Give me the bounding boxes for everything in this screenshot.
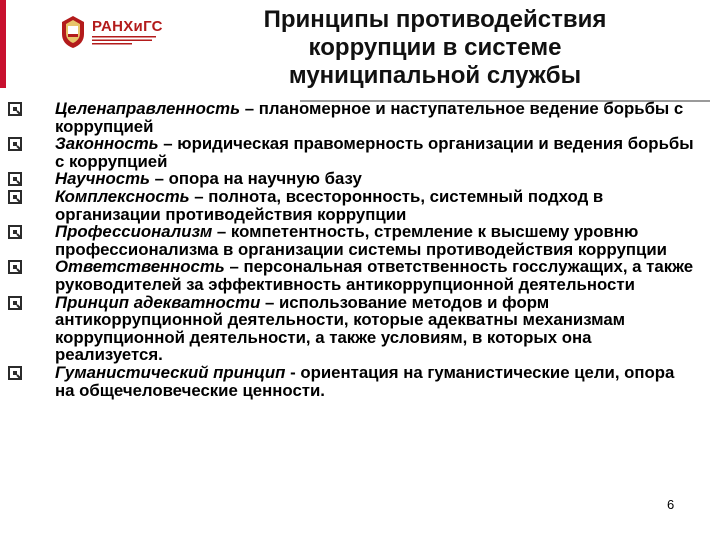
logo-subtitle-lines: [92, 35, 156, 45]
checkbox-bullet-icon: [8, 172, 22, 186]
principle-term: Законность: [55, 134, 159, 154]
checkbox-bullet-icon: [8, 296, 22, 310]
emblem-icon: [60, 14, 86, 50]
principle-text: – персональная ответственность госслужащих, а также руководителей за эффективность антикоррупционной деятельности: [55, 257, 694, 294]
left-accent-stripe: [0, 0, 6, 88]
principle-term: Гуманистический принцип: [55, 362, 286, 382]
list-item: [8, 223, 698, 258]
page-title: [215, 6, 655, 90]
page-number: 6: [667, 497, 675, 512]
list-item: [8, 135, 698, 170]
list-item: [8, 170, 698, 188]
list-item: [8, 100, 698, 135]
principles-list: [8, 100, 698, 399]
principle-term: Комплексность: [55, 186, 190, 206]
page-title-line: коррупции в системе: [308, 34, 562, 61]
principle-term: Принцип адекватности: [55, 292, 261, 312]
checkbox-bullet-icon: [8, 260, 22, 274]
principle-text: – планомерное и наступательное ведение борьбы с коррупцией: [55, 99, 684, 136]
principle-text: – опора на научную базу: [149, 169, 362, 189]
principle-term: Профессионализм: [55, 222, 213, 242]
list-item: [8, 364, 698, 399]
ranepa-logo: [60, 12, 163, 52]
logo-name: РАНХиГС: [92, 18, 163, 35]
list-item: [8, 294, 698, 364]
principle-term: Ответственность: [55, 257, 225, 277]
checkbox-bullet-icon: [8, 190, 22, 204]
principle-text: - ориентация на гуманистические цели, опора на общечеловеческие ценности.: [55, 362, 675, 400]
checkbox-bullet-icon: [8, 102, 22, 116]
principle-text: – юридическая правомерность организации и ведения борьбы с коррупцией: [55, 134, 694, 171]
list-item: [8, 258, 698, 293]
principle-text: – полнота, всесторонность, системный подход в организации противодействия коррупции: [55, 186, 604, 224]
page-title-line: муниципальной службы: [288, 62, 582, 89]
principle-term: Научность: [55, 169, 150, 189]
principle-term: Целенаправленность: [55, 99, 241, 118]
checkbox-bullet-icon: [8, 225, 22, 239]
page-title-line: Принципы противодействия: [263, 6, 607, 33]
checkbox-bullet-icon: [8, 366, 22, 380]
list-item: [8, 188, 698, 223]
principle-text: – компетентность, стремление к высшему уровню профессионализма в организации системы противодействия коррупции: [55, 222, 667, 259]
principle-text: – использование методов и форм антикоррупционной деятельности, которые адекватны механизмам коррупционной деятельности, а также условиям, в которых она реализуется.: [55, 292, 626, 365]
checkbox-bullet-icon: [8, 137, 22, 151]
